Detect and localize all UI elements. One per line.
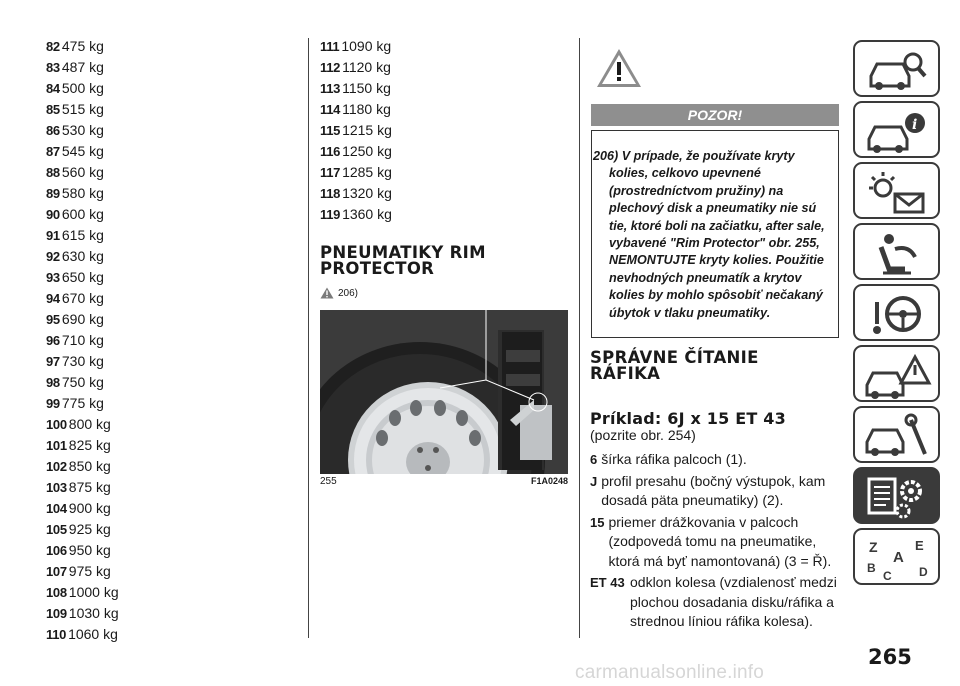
warning-lights-mail-icon xyxy=(859,164,935,218)
figure-caption xyxy=(320,476,568,490)
load-index-row xyxy=(46,36,296,57)
page-number: 265 xyxy=(868,645,912,669)
chapter-tab-5[interactable] xyxy=(853,284,940,341)
load-index-number: 118 xyxy=(320,186,341,201)
load-index-row xyxy=(46,141,296,162)
load-index-row xyxy=(46,99,296,120)
load-index-row xyxy=(46,225,296,246)
load-index-value: 850 kg xyxy=(68,458,111,474)
load-index-number: 105 xyxy=(46,522,67,537)
load-index-number: 117 xyxy=(320,165,341,180)
car-magnifier-icon xyxy=(859,42,935,96)
load-index-value: 475 kg xyxy=(61,38,104,54)
warning-icon xyxy=(596,48,642,93)
load-index-number: 98 xyxy=(46,375,60,390)
load-index-value: 950 kg xyxy=(68,542,111,558)
rim-code-definitions xyxy=(590,450,840,632)
example-title: Príklad: 6J x 15 ET 43 xyxy=(590,409,786,428)
rim-protector-section xyxy=(320,245,570,301)
load-index-value: 580 kg xyxy=(61,185,104,201)
chapter-tab-1[interactable] xyxy=(853,40,940,97)
load-index-number: 92 xyxy=(46,249,60,264)
load-index-number: 107 xyxy=(46,564,67,579)
load-index-number: 88 xyxy=(46,165,60,180)
chapter-tab-3[interactable] xyxy=(853,162,940,219)
load-index-number: 95 xyxy=(46,312,60,327)
load-index-row xyxy=(46,414,296,435)
load-index-value: 560 kg xyxy=(61,164,104,180)
load-index-row xyxy=(46,456,296,477)
load-index-number: 87 xyxy=(46,144,60,159)
load-index-number: 111 xyxy=(320,39,340,54)
load-index-number: 84 xyxy=(46,81,60,96)
load-index-number: 96 xyxy=(46,333,60,348)
example-note: (pozrite obr. 254) xyxy=(590,427,696,443)
load-index-value: 900 kg xyxy=(68,500,111,516)
load-index-value: 690 kg xyxy=(61,311,104,327)
load-index-number: 104 xyxy=(46,501,67,516)
load-index-value: 1285 kg xyxy=(342,164,392,180)
load-index-value: 650 kg xyxy=(61,269,104,285)
car-maintenance-icon xyxy=(859,408,935,462)
rim-code-definition: priemer drážkovania v palcoch (zodpovedá tomu na pneumatike, ktorá má byť namontovaná) (3 = Ř). xyxy=(608,513,832,569)
load-index-number: 94 xyxy=(46,291,60,306)
load-index-row xyxy=(46,582,296,603)
load-index-row xyxy=(46,435,296,456)
rim-code-term: J xyxy=(590,473,598,489)
load-index-row xyxy=(46,183,296,204)
load-index-value: 1320 kg xyxy=(342,185,392,201)
rim-reading-section xyxy=(590,350,840,634)
rim-protector-title: PNEUMATIKY RIM PROTECTOR xyxy=(320,243,486,278)
load-index-number: 115 xyxy=(320,123,341,138)
load-index-row xyxy=(320,57,570,78)
load-index-row xyxy=(46,561,296,582)
load-index-value: 710 kg xyxy=(61,332,104,348)
load-index-row xyxy=(46,246,296,267)
rim-code-definition: odklon kolesa (vzdialenosť medzi plochou dosadania disku/ráfika a strednou líniou ráfika kolesa). xyxy=(630,574,837,629)
load-index-row xyxy=(46,477,296,498)
load-index-row xyxy=(46,498,296,519)
load-index-value: 500 kg xyxy=(61,80,104,96)
load-index-row xyxy=(46,57,296,78)
load-index-value: 800 kg xyxy=(68,416,111,432)
load-index-number: 86 xyxy=(46,123,60,138)
chapter-tab-4[interactable] xyxy=(853,223,940,280)
load-index-value: 975 kg xyxy=(68,563,111,579)
rim-code-item xyxy=(590,450,840,470)
wheel-illustration xyxy=(320,310,568,474)
load-index-number: 108 xyxy=(46,585,67,600)
load-index-number: 110 xyxy=(46,627,67,642)
load-index-row xyxy=(46,372,296,393)
load-index-value: 1000 kg xyxy=(68,584,119,600)
load-index-list-2 xyxy=(320,36,570,225)
load-index-list-1 xyxy=(46,36,296,645)
load-index-row xyxy=(46,393,296,414)
rim-code-term: 6 xyxy=(590,452,598,467)
load-index-number: 103 xyxy=(46,480,67,495)
load-index-number: 85 xyxy=(46,102,60,117)
chapter-tab-2[interactable] xyxy=(853,101,940,158)
load-index-row xyxy=(320,141,570,162)
load-index-value: 925 kg xyxy=(68,521,111,537)
load-index-number: 109 xyxy=(46,606,67,621)
load-index-value: 1060 kg xyxy=(68,626,118,642)
load-index-value: 545 kg xyxy=(61,143,104,159)
load-index-number: 119 xyxy=(320,207,341,222)
svg-text:D: D xyxy=(918,564,928,579)
load-index-row xyxy=(320,120,570,141)
chapter-tab-9[interactable] xyxy=(853,528,940,585)
load-index-value: 875 kg xyxy=(68,479,111,495)
load-index-number: 112 xyxy=(320,60,341,75)
load-index-column-2 xyxy=(320,36,570,301)
load-index-value: 1120 kg xyxy=(342,59,391,75)
load-index-row xyxy=(320,36,570,57)
rim-code-term: 15 xyxy=(590,514,605,530)
rim-code-item xyxy=(590,573,840,632)
load-index-value: 1150 kg xyxy=(342,80,391,96)
rim-code-item xyxy=(590,472,840,511)
load-index-row xyxy=(46,351,296,372)
load-index-value: 1030 kg xyxy=(68,605,119,621)
load-index-row xyxy=(320,162,570,183)
load-index-value: 775 kg xyxy=(61,395,104,411)
load-index-row xyxy=(46,309,296,330)
svg-text:C: C xyxy=(882,568,892,583)
load-index-value: 630 kg xyxy=(61,248,104,264)
load-index-row xyxy=(46,78,296,99)
load-index-value: 1360 kg xyxy=(342,206,392,222)
figure-number: 255 xyxy=(320,476,337,487)
load-index-number: 102 xyxy=(46,459,67,474)
load-index-number: 100 xyxy=(46,417,67,432)
load-index-value: 1090 kg xyxy=(341,38,392,54)
rim-code-item xyxy=(590,513,840,572)
load-index-number: 99 xyxy=(46,396,60,411)
load-index-number: 116 xyxy=(320,144,341,159)
chapter-tab-7[interactable] xyxy=(853,406,940,463)
column-divider-1 xyxy=(308,38,309,638)
load-index-value: 750 kg xyxy=(61,374,104,390)
steering-wheel-icon xyxy=(859,286,935,340)
load-index-row xyxy=(320,99,570,120)
load-index-row xyxy=(320,204,570,225)
load-index-value: 1180 kg xyxy=(342,101,391,117)
car-breakdown-icon xyxy=(859,347,935,401)
warning-text: 206) V prípade, že používate kryty kolies, celkovo upevnené (prostredníctvom pružiny) na plechový disk a pneumatiky nie sú tie, ktoré boli na začiatku, after sale, vybavené "Rim Protector" obr. 255, NEMONTUJTE kryty kolies. Použitie nevhodných pneumatík a krytov kolies by mohlo spôsobiť nečakaný úbytok v tlaku pneumatiky. xyxy=(593,149,825,320)
svg-text:B: B xyxy=(866,560,876,575)
warning-triangle-icon xyxy=(320,287,334,299)
load-index-number: 83 xyxy=(46,60,60,75)
load-index-number: 113 xyxy=(320,81,341,96)
load-index-row xyxy=(46,288,296,309)
load-index-row xyxy=(46,519,296,540)
load-index-number: 97 xyxy=(46,354,60,369)
alphabetical-index-icon xyxy=(859,530,935,584)
load-index-number: 114 xyxy=(320,102,341,117)
load-index-number: 106 xyxy=(46,543,67,558)
load-index-row xyxy=(46,120,296,141)
figure-code: F1A0248 xyxy=(530,476,568,486)
seat-airbag-icon xyxy=(859,225,935,279)
wheel-rim-protector-image xyxy=(320,310,568,474)
load-index-value: 615 kg xyxy=(61,227,104,243)
column-divider-2 xyxy=(579,38,580,638)
warning-header: POZOR! xyxy=(591,104,839,126)
load-index-row xyxy=(46,624,296,645)
load-index-value: 515 kg xyxy=(61,101,104,117)
technical-data-gears-icon xyxy=(859,469,935,523)
load-index-value: 487 kg xyxy=(61,59,104,75)
load-index-value: 1250 kg xyxy=(342,143,392,159)
load-index-number: 93 xyxy=(46,270,60,285)
rim-code-definition: profil presahu (bočný výstupok, kam dosadá päta pneumatiky) (2). xyxy=(601,472,826,508)
watermark: carmanualsonline.info xyxy=(575,662,765,683)
load-index-row xyxy=(46,540,296,561)
chapter-tab-6[interactable] xyxy=(853,345,940,402)
load-index-number: 91 xyxy=(46,228,60,243)
load-index-number: 90 xyxy=(46,207,60,222)
figure-255 xyxy=(320,310,568,492)
load-index-value: 730 kg xyxy=(61,353,104,369)
load-index-value: 600 kg xyxy=(61,206,104,222)
load-index-row xyxy=(320,183,570,204)
load-index-row xyxy=(46,267,296,288)
svg-text:i: i xyxy=(911,116,917,133)
load-index-row xyxy=(46,330,296,351)
load-index-number: 82 xyxy=(46,39,60,54)
load-index-value: 530 kg xyxy=(61,122,104,138)
car-info-icon xyxy=(859,103,935,157)
load-index-row xyxy=(46,603,296,624)
rim-reading-title: SPRÁVNE ČÍTANIE RÁFIKA xyxy=(590,348,759,383)
load-index-value: 1215 kg xyxy=(342,122,392,138)
warning-triangle-large-icon xyxy=(596,48,642,88)
load-index-value: 670 kg xyxy=(61,290,104,306)
svg-text:Z: Z xyxy=(868,538,878,555)
load-index-row xyxy=(46,204,296,225)
load-index-number: 89 xyxy=(46,186,60,201)
load-index-row xyxy=(46,162,296,183)
svg-text:A: A xyxy=(892,548,904,566)
rim-code-term: ET 43 xyxy=(590,575,625,590)
svg-text:E: E xyxy=(914,537,924,553)
chapter-tab-8[interactable] xyxy=(853,467,940,524)
rim-code-definition: šírka ráfika palcoch (1). xyxy=(601,451,747,467)
load-index-value: 825 kg xyxy=(68,437,111,453)
warning-reference[interactable]: 206) xyxy=(320,285,570,301)
load-index-row xyxy=(320,78,570,99)
load-index-number: 101 xyxy=(46,438,67,453)
